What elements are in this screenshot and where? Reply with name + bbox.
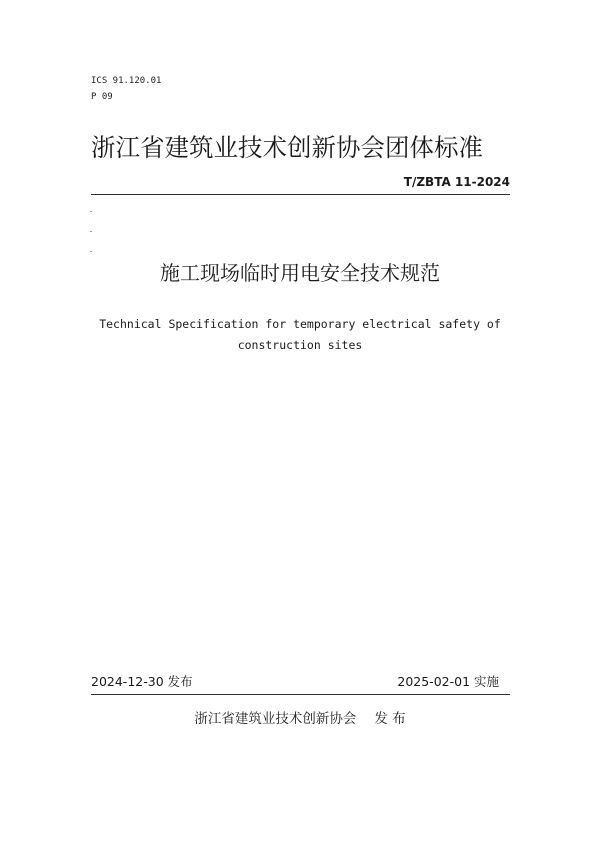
organization-standard-title: 浙江省建筑业技术创新协会团体标准	[91, 133, 483, 162]
standard-number: T/ZBTA 11-2024	[403, 175, 510, 189]
classification-codes	[91, 73, 161, 105]
margin-mark	[90, 251, 92, 252]
footer-divider	[91, 694, 510, 695]
title-en-line-2: construction sites	[237, 338, 363, 352]
header-divider	[91, 194, 510, 195]
title-en-line-1: Technical Specification for temporary electrical safety of	[99, 317, 501, 331]
publisher-line	[0, 709, 600, 729]
issue-date: 2024-12-30 发布	[91, 674, 193, 689]
ics-code: ICS 91.120.01	[91, 76, 162, 86]
publisher-name: 浙江省建筑业技术创新协会	[194, 711, 357, 727]
margin-mark	[90, 231, 92, 232]
margin-mark	[90, 211, 92, 212]
implementation-date: 2025-02-01 实施	[397, 674, 499, 689]
publish-action: 发 布	[374, 711, 406, 727]
ccs-code: P 09	[91, 92, 113, 102]
document-title-zh: 施工现场临时用电安全技术规范	[160, 261, 440, 285]
document-title-en	[60, 314, 540, 356]
